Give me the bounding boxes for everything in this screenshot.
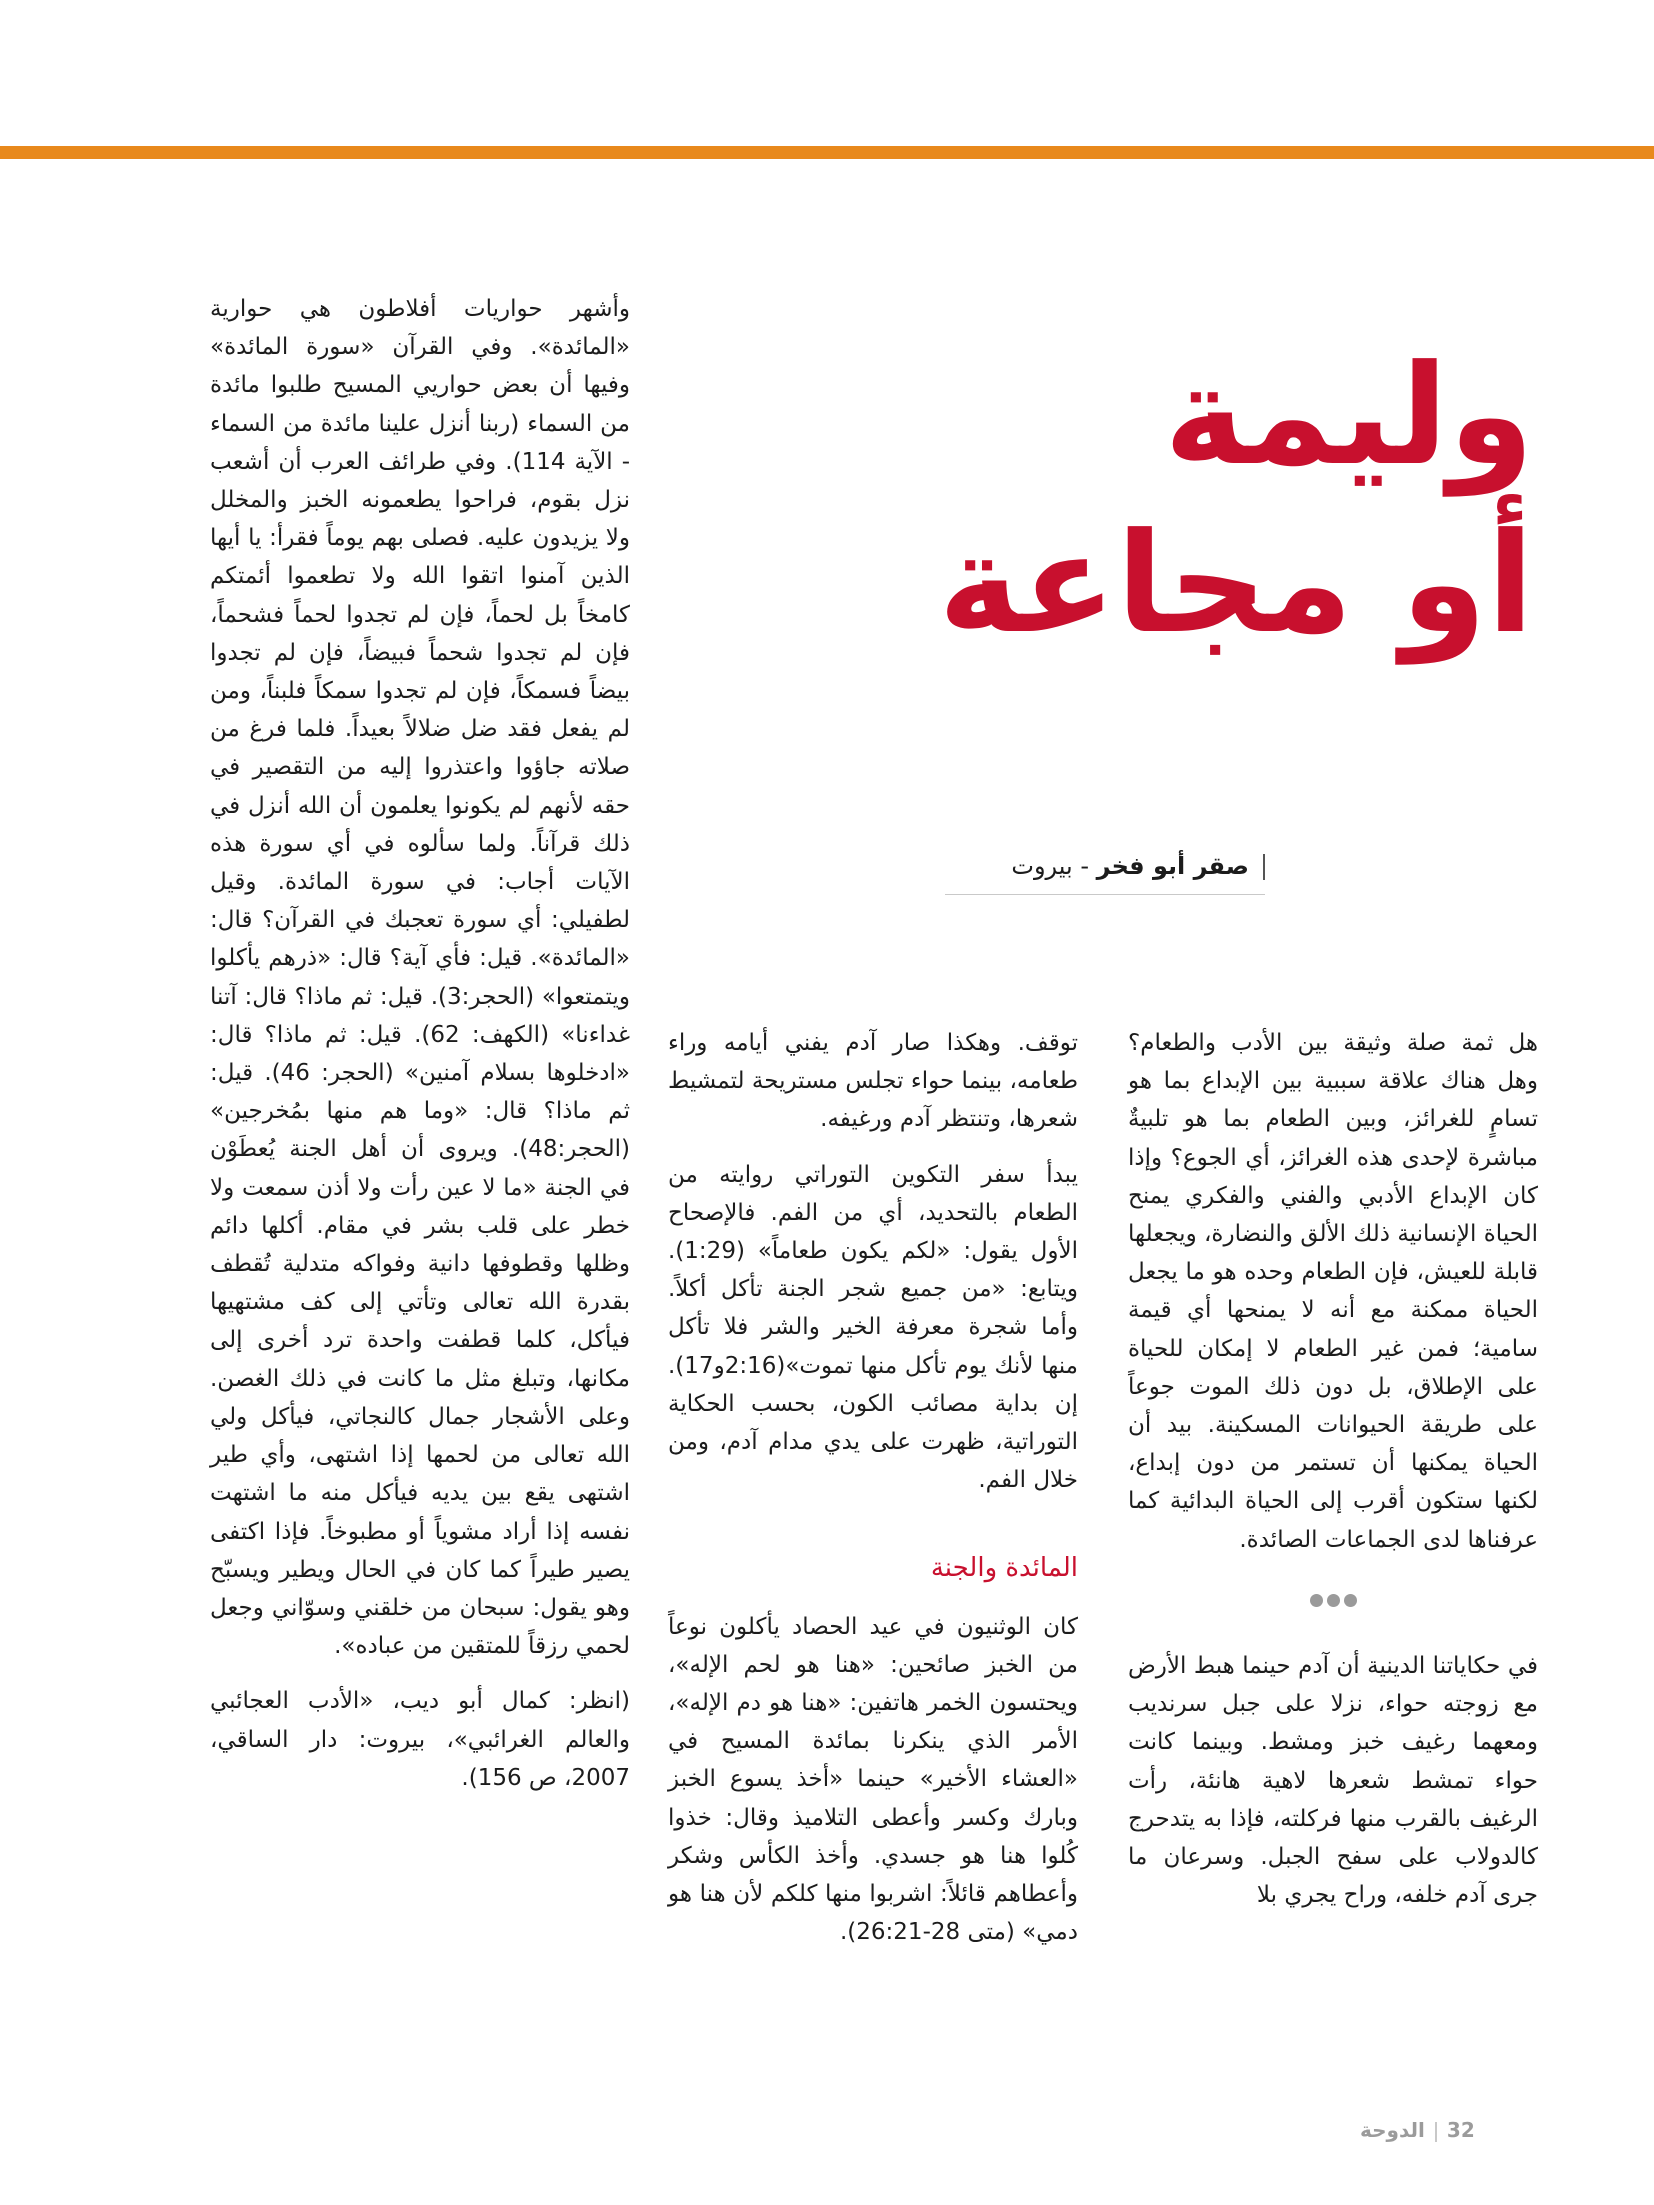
byline-divider <box>1263 854 1265 880</box>
top-accent-bar <box>0 146 1654 159</box>
page-footer <box>1360 2118 1530 2142</box>
title-line-2: أو مجاعة <box>938 503 1534 664</box>
reference-note: (انظر: كمال أبو ديب، «الأدب العجائبي والعالم الغرائبي»، بيروت: دار الساقي، 2007، ص 156). <box>210 1688 630 1791</box>
section-separator-dots <box>1128 1581 1538 1619</box>
page-number: 32 <box>1446 2118 1475 2142</box>
article-column-right <box>1128 1024 1538 1931</box>
paragraph: في حكاياتنا الدينية أن آدم حينما هبط الأرض مع زوجته حواء، نزلا على جبل سرنديب ومعهما رغيف خبز ومشط. وبينما كانت حواء تمشط شعرها لاهية هانئة، رأت الرغيف بالقرب منها فركلته، فإذا به يتدحرج كالدولاب على سفح الجبل. وسرعان ما جرى آدم خلفه، وراح يجري بلا <box>1128 1653 1538 1909</box>
paragraph: كان الوثنيون في عيد الحصاد يأكلون نوعاً من الخبز صائحين: «هنا هو لحم الإله»، ويحتسون الخمر هاتفين: «هنا هو دم الإله»، الأمر الذي ينكرنا بمائدة المسيح في «العشاء الأخير» حينما «أخذ يسوع الخبز وبارك وكسر وأعطى التلاميذ وقال: خذوا كُلوا هنا هو جسدي. وأخذ الكأس وشكر وأعطاهم قائلاً: اشربوا منها كلكم لأن هنا هو دمي» (متى 28-26:21). <box>668 1613 1078 1946</box>
title-line-1: وليمة <box>1163 335 1534 496</box>
paragraph: يبدأ سفر التكوين التوراتي روايته من الطعام بالتحديد، أي من الفم. فالإصحاح الأول يقول: «لكم يكون طعاماً» (1:29). ويتابع: «من جميع شجر الجنة تأكل أكلاً. وأما شجرة معرفة الخير والشر فلا تأكل منها لأنك يوم تأكل منها تموت»(2:16و17). إن بداية مصائب الكون، بحسب الحكاية التوراتية، ظهرت على يدي مدام آدم، ومن خلال الفم. <box>668 1161 1078 1494</box>
author-location: - بيروت <box>1011 852 1090 880</box>
section-subheading: المائدة والجنة <box>930 1553 1078 1584</box>
author-name: صقر أبو فخر <box>1096 852 1249 880</box>
article-column-middle <box>668 1024 1078 1968</box>
article-title <box>938 332 1534 668</box>
byline <box>945 848 1265 895</box>
article-column-left <box>210 290 630 1814</box>
paragraph: هل ثمة صلة وثيقة بين الأدب والطعام؟ وهل هناك علاقة سببية بين الإبداع بما هو تسامٍ للغرائز، وبين الطعام بما هو تلبيةٌ مباشرة لإحدى هذه الغرائز، أي الجوع؟ وإذا كان الإبداع الأدبي والفني والفكري يمنح الحياة الإنسانية ذلك الألق والنضارة، ويجعلها قابلة للعيش، فإن الطعام وحده هو ما يجعل الحياة ممكنة مع أنه لا يمنحها أي قيمة سامية؛ فمن غير الطعام لا إمكان للحياة على الإطلاق، بل دون ذلك الموت جوعاً على طريقة الحيوانات المسكينة. بيد أن الحياة يمكنها أن تستمر من دون إبداع، لكنها ستكون أقرب إلى الحياة البدائية كما عرفناها لدى الجماعات الصائدة. <box>1128 1030 1538 1553</box>
paragraph: وأشهر حواريات أفلاطون هي حوارية «المائدة». وفي القرآن «سورة المائدة» وفيها أن بعض حواريي المسيح طلبوا مائدة من السماء (ربنا أنزل علينا مائدة من السماء - الآية 114). وفي طرائف العرب أن أشعب نزل بقوم، فراحوا يطعمونه الخبز والمخلل ولا يزيدون عليه. فصلى بهم يوماً فقرأ: يا أيها الذين آمنوا اتقوا الله ولا تطعموا أئمتكم كامخاً بل لحماً، فإن لم تجدوا لحماً فشحماً، فإن لم تجدوا شحماً فبيضاً، فإن لم تجدوا بيضاً فسمكاً، فإن لم تجدوا سمكاً فلبناً، ومن لم يفعل فقد ضل ضلالاً بعيداً. فلما فرغ من صلاته جاؤوا واعتذروا إليه من التقصير في حقه لأنهم لم يكونوا يعلمون أن الله أنزل في ذلك قرآناً. ولما سألوه في أي سورة هذه الآيات أجاب: في سورة المائدة. وقيل لطفيلي: أي سورة تعجبك في القرآن؟ قال: «المائدة». قيل: فأي آية؟ قال: «ذرهم يأكلوا ويتمتعوا» (الحجر:3). قيل: ثم ماذا؟ قال: آتنا غداءنا» (الكهف: 62). قيل: ثم ماذا؟ قال: «ادخلوها بسلام آمنين» (الحجر: 46). قيل: ثم ماذا؟ قال: «وما هم منها بمُخرجين» (الحجر:48). ويروى أن أهل الجنة يُعطَوْن في الجنة «ما لا عين رأت ولا أذن سمعت ولا خطر على قلب بشر في مقام. أكلها دائم وظلها وقطوفها دانية وفواكه متدلية تُقطف بقدرة الله تعالى وتأتي إلى كف مشتهيها فيأكل، كلما قطفت واحدة ترد أخرى إلى مكانها، وتبلغ مثل ما كانت في ذلك الغصن. وعلى الأشجار جمال كالنجاتي، فيأكل ولي الله تعالى من لحمها إذا اشتهى، وأي طير اشتهى يقع بين يديه فيأكل منه ما اشتهت نفسه إذا أراد مشوياً أو مطبوخاً. فإذا اكتفى يصير طيراً كما كان في الحال ويطير ويسبّح وهو يقول: سبحان من خلقني وسوّاني وجعل لحمي رزقاً للمتقين من عباده». <box>210 296 631 1660</box>
paragraph: توقف. وهكذا صار آدم يفني أيامه وراء طعامه، بينما حواء تجلس مستريحة لتمشيط شعرها، وتنتظر آدم ورغيفه. <box>668 1030 1078 1133</box>
footer-divider <box>1435 2122 1437 2142</box>
magazine-name: الدوحة <box>1360 2118 1425 2142</box>
